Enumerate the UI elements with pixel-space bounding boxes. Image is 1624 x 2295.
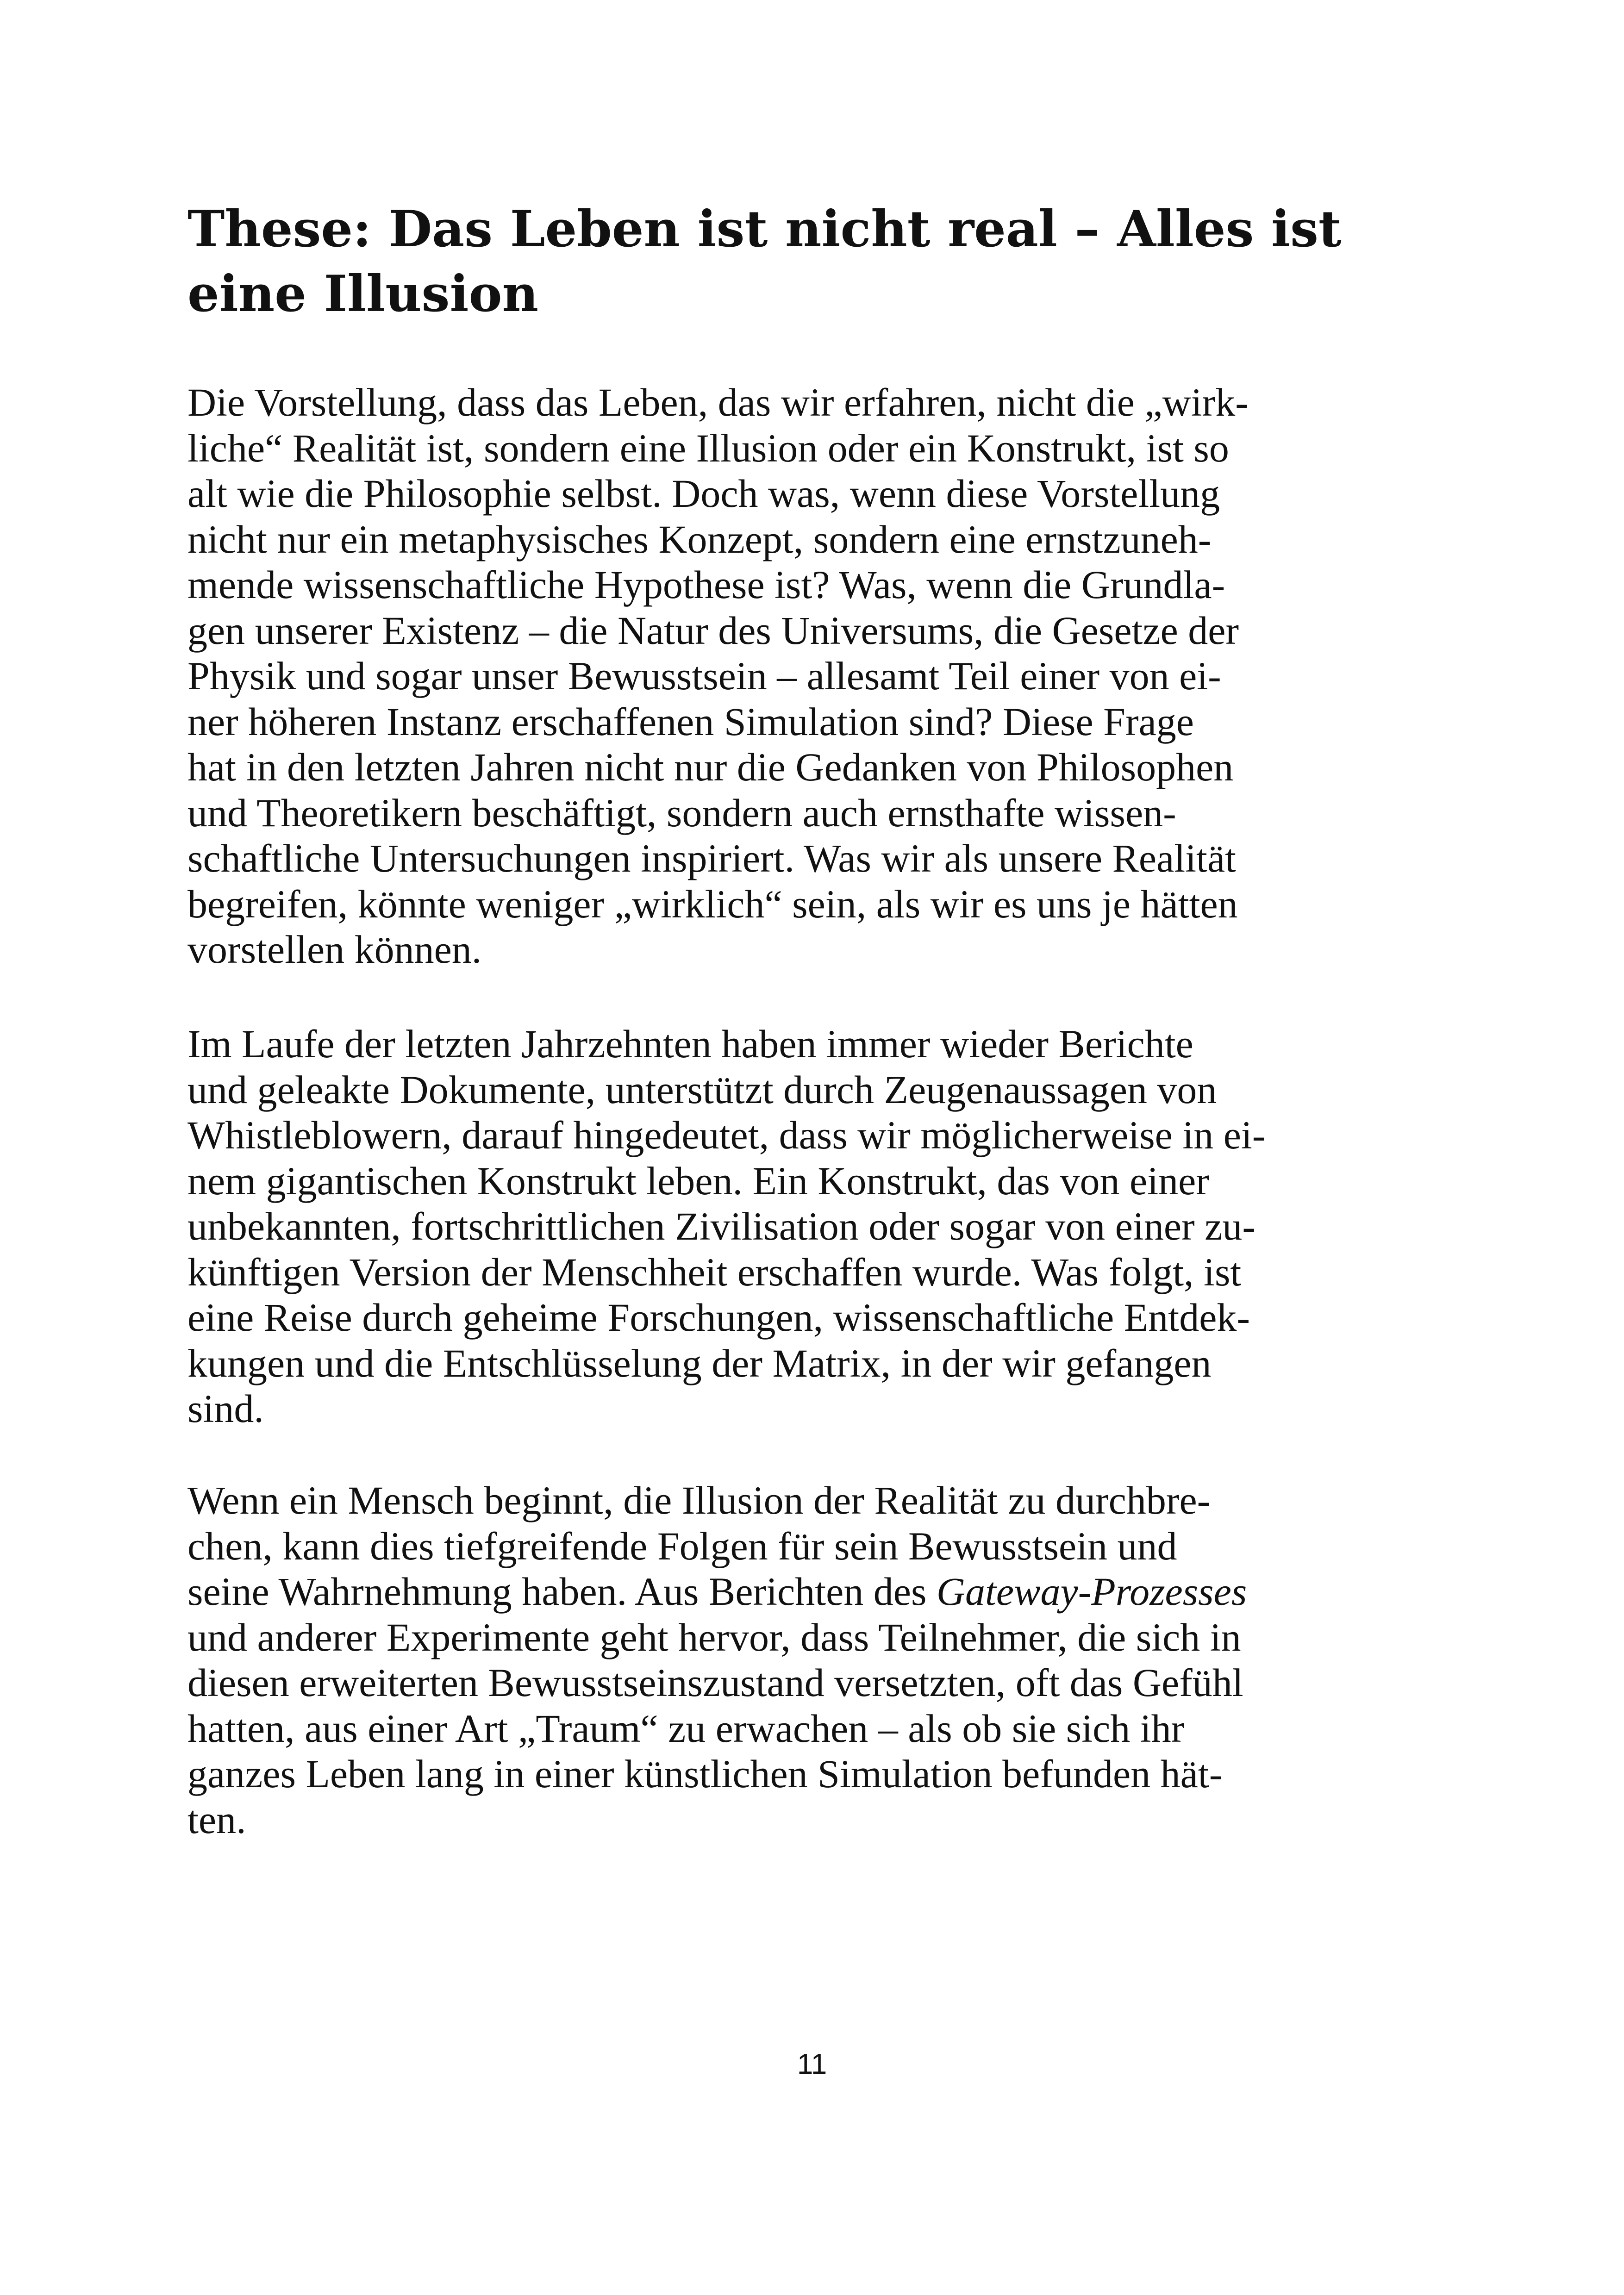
text-line-with-italic xyxy=(187,1569,1461,1615)
body-paragraph-1 xyxy=(187,380,1461,973)
text-line: schaftliche Untersuchungen inspiriert. Was wir als unsere Realität xyxy=(187,836,1237,880)
text-line: sind. xyxy=(187,1386,264,1431)
heading-line: These: Das Leben ist nicht real – Alles ist xyxy=(187,200,1342,258)
text-line: künftigen Version der Menschheit erschaffen wurde. Was folgt, ist xyxy=(187,1249,1242,1294)
text-line: chen, kann dies tiefgreifende Folgen für sein Bewusstsein und xyxy=(187,1523,1177,1568)
text-line: eine Reise durch geheime Forschungen, wissenschaftliche Entdek- xyxy=(187,1295,1250,1340)
text-line: ner höheren Instanz erschaffenen Simulation sind? Diese Frage xyxy=(187,699,1194,744)
text-line: und Theoretikern beschäftigt, sondern auch ernsthafte wissen- xyxy=(187,790,1176,835)
text-line: Whistleblowern, darauf hingedeutet, dass wir möglicherweise in ei- xyxy=(187,1113,1266,1157)
text-line: Die Vorstellung, dass das Leben, das wir erfahren, nicht die „wirk- xyxy=(187,380,1249,424)
text-segment: seine Wahrnehmung haben. Aus Berichten des xyxy=(187,1569,937,1614)
page-number: 11 xyxy=(797,2048,827,2080)
italic-term: Gateway-Prozesses xyxy=(936,1569,1247,1614)
text-line: mende wissenschaftliche Hypothese ist? Was, wenn die Grundla- xyxy=(187,562,1225,607)
page-heading xyxy=(187,197,1437,326)
text-line: ten. xyxy=(187,1797,246,1842)
heading-line: eine Illusion xyxy=(187,265,539,323)
text-line: und anderer Experimente geht hervor, dass Teilnehmer, die sich in xyxy=(187,1615,1241,1659)
text-line: unbekannten, fortschrittlichen Zivilisation oder sogar von einer zu- xyxy=(187,1204,1255,1248)
body-paragraph-2 xyxy=(187,1021,1461,1432)
text-line: und geleakte Dokumente, unterstützt durch Zeugenaussagen von xyxy=(187,1067,1217,1112)
text-line: alt wie die Philosophie selbst. Doch was, wenn diese Vorstellung xyxy=(187,471,1220,516)
text-line: kungen und die Entschlüsselung der Matrix, in der wir gefangen xyxy=(187,1341,1212,1385)
text-line: hatten, aus einer Art „Traum“ zu erwachen – als ob sie sich ihr xyxy=(187,1706,1185,1751)
text-line: nicht nur ein metaphysisches Konzept, sondern eine ernstzuneh- xyxy=(187,517,1212,561)
text-line: vorstellen können. xyxy=(187,927,482,972)
text-line: nem gigantischen Konstrukt leben. Ein Konstrukt, das von einer xyxy=(187,1158,1209,1203)
text-line: Im Laufe der letzten Jahrzehnten haben immer wieder Berichte xyxy=(187,1022,1193,1066)
text-line: Wenn ein Mensch beginnt, die Illusion der Realität zu durchbre- xyxy=(187,1478,1211,1522)
text-line: ganzes Leben lang in einer künstlichen Simulation befunden hät- xyxy=(187,1752,1223,1796)
text-line: liche“ Realität ist, sondern eine Illusion oder ein Konstrukt, ist so xyxy=(187,425,1229,470)
text-line: begreifen, könnte weniger „wirklich“ sein, als wir es uns je hätten xyxy=(187,881,1238,926)
text-line: Physik und sogar unser Bewusstsein – allesamt Teil einer von ei- xyxy=(187,654,1221,698)
text-line: hat in den letzten Jahren nicht nur die Gedanken von Philosophen xyxy=(187,745,1234,789)
text-line: diesen erweiterten Bewusstseinszustand versetzten, oft das Gefühl xyxy=(187,1660,1243,1705)
text-line: gen unserer Existenz – die Natur des Universums, die Gesetze der xyxy=(187,608,1239,653)
body-paragraph-3 xyxy=(187,1478,1461,1842)
